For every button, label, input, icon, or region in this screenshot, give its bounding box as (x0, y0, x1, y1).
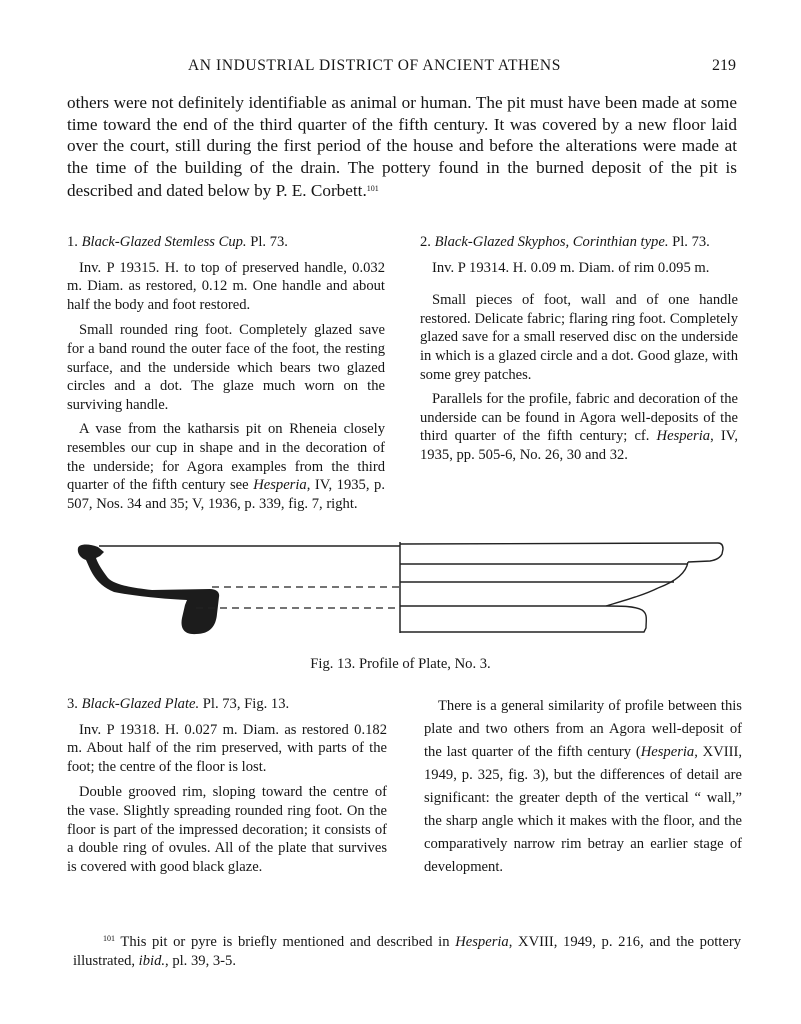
rim-outline (400, 543, 723, 562)
parallel-text: Parallels for the profile, fabric and decoration of the underside can be found in Agora well-deposits of the third quarter of the fifth century; cf. (420, 391, 738, 445)
journal-title: Hesperia (656, 428, 711, 445)
footnote-number: 101 (103, 934, 115, 943)
foot-outline (400, 606, 646, 632)
parallel-citation: , IV, 1935, pp. 505-6, No. 26, 30 and 32. (420, 428, 738, 463)
entry-1-inventory: Inv. P 19315. H. to top of preserved handle, 0.032 m. Diam. as restored, 0.12 m. One handle and about half the body and foot restored. (67, 259, 385, 313)
entry-plate: Pl. 73. (250, 234, 288, 250)
profile-section (78, 544, 219, 634)
plate-profile-drawing (74, 540, 734, 640)
entry-title: Black-Glazed Skyphos, Corinthian type. (434, 234, 669, 250)
floor-curve (606, 588, 658, 606)
parallel-text: A vase from the katharsis pit on Rheneia closely resembles our cup in shape and in the decoration of the underside; for Agora examples from the third quarter of the fifth century see (67, 421, 385, 494)
entry-number: 2. (420, 234, 431, 250)
entry-1-heading (67, 233, 385, 252)
entry-3-inventory: Inv. P 19318. H. 0.027 m. Diam. as restored 0.182 m. About half of the rim preserved, with parts of the foot; the centre of the floor is lost. (67, 721, 387, 775)
figure-caption: Fig. 13. Profile of Plate, No. 3. (310, 656, 491, 672)
entry-title: Black-Glazed Stemless Cup. (81, 234, 247, 250)
entry-2-description: Small pieces of foot, wall and of one handle restored. Delicate fabric; flaring ring foot. Completely glazed save for a small reserved disc on the underside in which is a glazed circle and a dot. Good glaze, with some grey patches. (420, 292, 738, 383)
footnote-text: This pit or pyre is briefly mentioned and described in (120, 934, 450, 950)
entry-3-description: Double grooved rim, sloping toward the centre of the vase. Slightly spreading rounded ring foot. On the floor is part of the impressed decoration; it consists of a double ring of ovules. All of the plate that survives is covered with good black glaze. (67, 784, 387, 875)
entry-3 (67, 695, 387, 882)
entry-2-inventory: Inv. P 19314. H. 0.09 m. Diam. of rim 0.095 m. (432, 259, 710, 276)
entry-1-description: Small rounded ring foot. Completely glazed save for a band round the outer face of the foot, the resting surface, and the underside which bears two glazed circles and a dot. The glaze much worn on the surviving handle. (67, 322, 385, 413)
footnote-ibid: ibid. (138, 952, 166, 969)
comparison-text: There is a general similarity of profile between this plate and two others from an Agora well-deposit of the last quarter of the fifth century ( (424, 698, 742, 760)
comparison-paragraph (424, 695, 742, 879)
entry-2 (420, 233, 738, 471)
entry-1-parallels (67, 420, 385, 513)
footnote-ref: 101 (366, 184, 379, 194)
entry-3-heading (67, 695, 387, 714)
intro-paragraph (67, 92, 737, 202)
entry-number: 1. (67, 234, 78, 250)
entry-1 (67, 233, 385, 519)
page-number: 219 (712, 57, 736, 74)
exterior-profile (400, 543, 723, 632)
journal-title: Hesperia (253, 477, 307, 494)
entry-plate: Pl. 73, Fig. 13. (202, 696, 290, 712)
entry-title: Black-Glazed Plate. (81, 696, 200, 712)
entry-number: 3. (67, 696, 78, 712)
footnote-text: , XVIII, 1949, p. 216, and the pottery illustrated, (73, 934, 741, 969)
entry-plate: Pl. 73. (672, 234, 710, 250)
footnote-text: , pl. 39, 3-5. (165, 952, 236, 969)
running-head: AN INDUSTRIAL DISTRICT OF ANCIENT ATHENS (188, 57, 561, 74)
wall-curve (658, 562, 688, 588)
entry-3-comparison (424, 695, 742, 885)
entry-2-parallels (420, 390, 738, 464)
intro-text: others were not definitely identifiable as animal or human. The pit must have been made at some time toward the end of the third quarter of the fifth century. It was covered by a new floor laid over the court, still during the first period of the house and before the alterations were made at the time of the building of the drain. The pottery found in the burned deposit of the pit is described and dated below by P. E. Corbett. (67, 93, 737, 201)
glazed-section-fill (78, 544, 219, 634)
footnote (73, 930, 741, 970)
parallel-citation: , IV, 1935, p. 507, Nos. 34 and 35; V, 1936, p. 339, fig. 7, right. (67, 477, 385, 512)
entry-2-heading (420, 233, 738, 252)
journal-title: Hesperia (640, 744, 695, 760)
comparison-citation: , XVIII, 1949, p. 325, fig. 3), but the differences of detail are significant: the greater depth of the vertical “ wall,” the sharp angle which it makes with the floor, and the comparatively narrow rim betray an earlier stage of development. (424, 744, 742, 875)
journal-title: Hesperia (455, 934, 509, 950)
